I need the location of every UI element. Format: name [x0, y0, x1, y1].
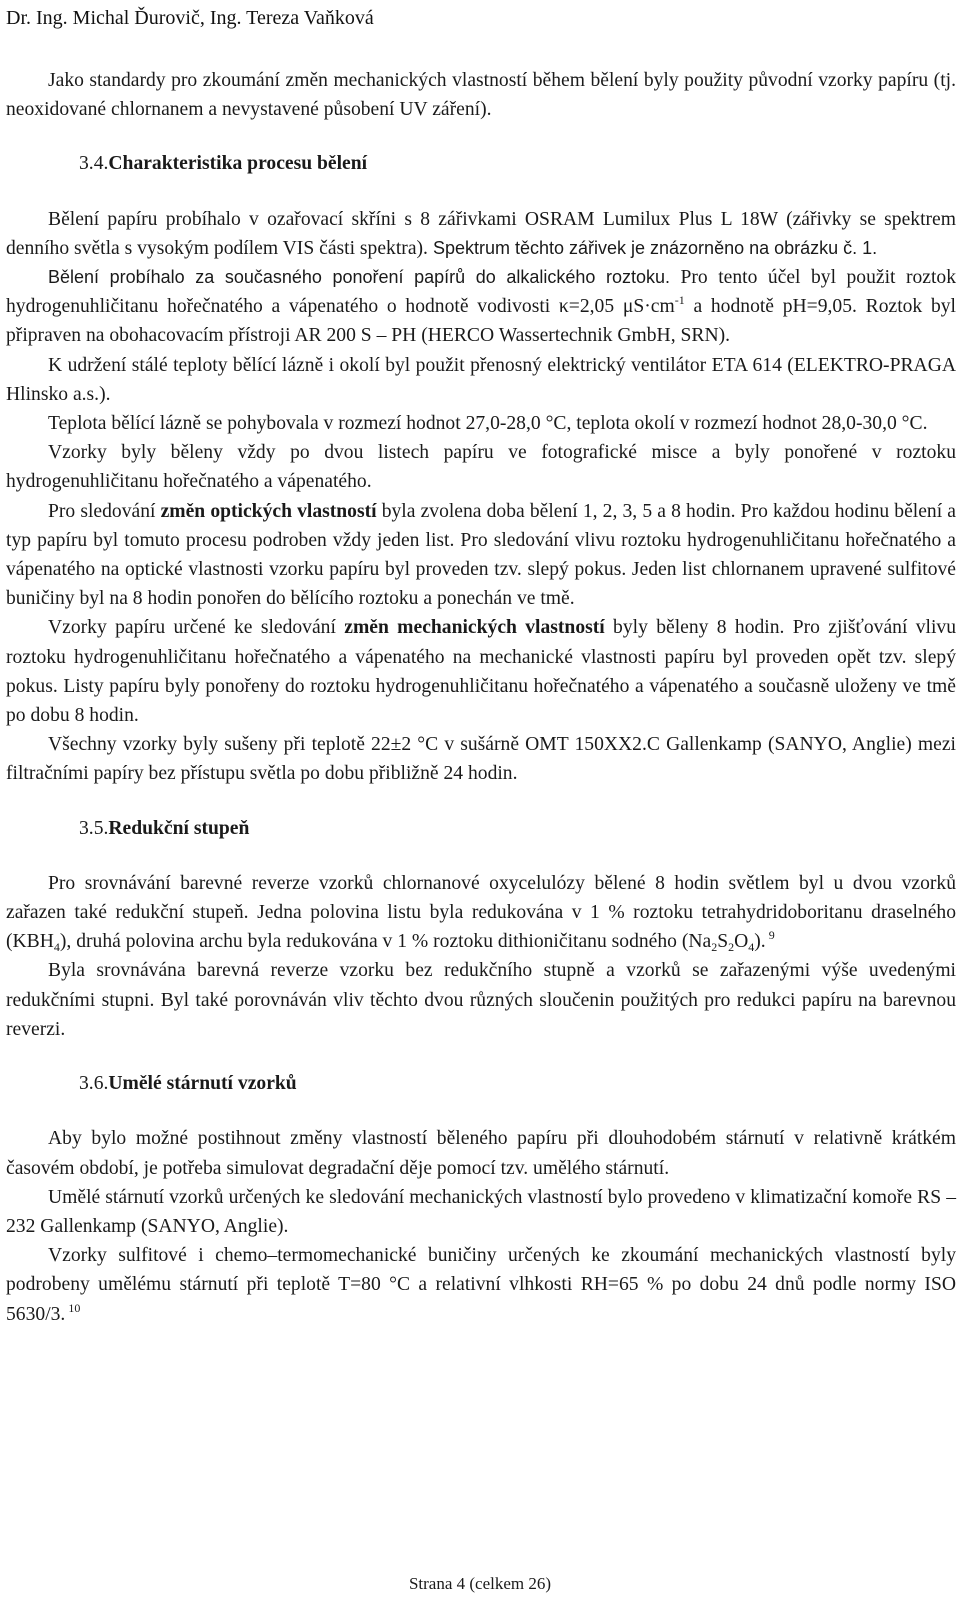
- subscript: 4: [748, 940, 755, 955]
- paragraph: Vzorky byly běleny vždy po dvou listech papíru ve fotografické misce a byly ponořené v roztoku hydrogenuhličitanu hořečnatého a vápenatého.: [6, 442, 956, 493]
- paragraph: K udržení stálé teploty bělící lázně i okolí byl použit přenosný elektrický ventilátor ETA 614 (ELEKTRO-PRAGA Hlinsko a.s.).: [6, 354, 956, 405]
- section-number: 3.4.: [79, 153, 109, 175]
- footnote-ref: 10: [65, 1300, 81, 1315]
- section-title: Charakteristika procesu bělení: [108, 153, 368, 175]
- subscript: 2: [728, 940, 735, 955]
- paragraph-text: ), druhá polovina archu byla redukována v 1 % roztoku dithioničitanu sodného (Na: [59, 931, 712, 953]
- section-number: 3.6.: [79, 1073, 109, 1095]
- subscript: 4: [53, 940, 60, 955]
- section-3-6-heading: [6, 1069, 956, 1098]
- paragraph-text: ).: [754, 931, 766, 953]
- paragraph: Umělé stárnutí vzorků určených ke sledování mechanických vlastností bylo provedeno v klimatizační komoře RS – 232 Gallenkamp (SANYO, Anglie).: [6, 1186, 956, 1237]
- paragraph-text: Pro tento účel byl použit roztok hydrogenuhličitanu hořečnatého a vápenatého o hodnotě vodivosti κ=2,05 μS·cm: [6, 267, 956, 318]
- footnote-ref: 9: [765, 928, 775, 943]
- paragraph-text: Pro srovnávání barevné reverze vzorků chlornanové oxycelulózy bělené 8 hodin světlem byl u dvou vzorků zařazen také redukční stupeň. Jedna polovina listu byla redukována v 1 % roztoku tetrahydridoboritanu draselného (KBH: [6, 872, 956, 953]
- page-header-authors: Dr. Ing. Michal Ďurovič, Ing. Tereza Vaňková: [6, 7, 374, 29]
- section-title: Redukční stupeň: [108, 817, 250, 839]
- document-body: [6, 66, 956, 1329]
- paragraph-text: S: [717, 931, 729, 953]
- paragraph-text: O: [734, 931, 749, 953]
- subscript: 2: [711, 940, 718, 955]
- paragraph-text: byla zvolena doba bělení 1, 2, 3, 5 a 8 hodin. Pro každou hodinu bělení a typ papíru byl tomuto procesu podroben vždy jeden list. Pro sledování vlivu roztoku hydrogenuhličitanu hořečnatého a vápenatého na optické vlastnosti vzorku papíru byl proveden tzv. slepý pokus. Jeden list chlornanem upravené sulfitové buničiny byl na 8 hodin ponořen do bělícího roztoku a ponechán ve tmě.: [6, 500, 957, 610]
- paragraph: Teplota bělící lázně se pohybovala v rozmezí hodnot 27,0-28,0 °C, teplota okolí v rozmezí hodnot 28,0-30,0 °C.: [48, 413, 928, 435]
- paragraph: [6, 613, 956, 730]
- paragraph: Všechny vzorky byly sušeny při teplotě 22±2 °C v sušárně OMT 150XX2.C Gallenkamp (SANYO, Anglie) mezi filtračními papíry bez přístupu světla po dobu přibližně 24 hodin.: [6, 734, 956, 785]
- paragraph-text: Bělení probíhalo za současného ponoření papírů do alkalického roztoku.: [48, 267, 671, 288]
- paragraph: [6, 1241, 956, 1329]
- paragraph-text: byly běleny 8 hodin. Pro zjišťování vlivu roztoku hydrogenuhličitanu hořečnatého a vápenatého na mechanické vlastnosti papíru byl proveden opět tzv. slepý pokus. Listy papíru byly ponořeny do roztoku hydrogenuhličitanu hořečnatého a vápenatého a současně uloženy ve tmě po dobu 8 hodin.: [6, 617, 957, 727]
- paragraph: [6, 497, 956, 614]
- paragraph: Aby bylo možné postihnout změny vlastností běleného papíru při dlouhodobém stárnutí v relativně krátkém časovém období, je potřeba simulovat degradační děje pomocí tzv. umělého stárnutí.: [6, 1128, 956, 1179]
- paragraph-text: a hodnotě pH=9,05. Roztok byl připraven na obohacovacím přístroji AR 200 S – PH (HERCO Wassertechnik GmbH, SRN).: [6, 296, 956, 347]
- section-number: 3.5.: [79, 817, 109, 839]
- paragraph: [6, 263, 956, 351]
- paragraph: Byla srovnávána barevná reverze vzorku bez redukčního stupně a vzorků se zařazenými výše uvedenými redukčními stupni. Byl také porovnáván vliv těchto dvou různých sloučenin použitých pro redukci papíru na barevnou reverzi.: [6, 960, 956, 1040]
- paragraph-text: Vzorky papíru určené ke sledování: [48, 617, 345, 639]
- paragraph-text: Spektrum těchto zářivek je znázorněno na obrázku č. 1.: [427, 237, 878, 258]
- bold-text: změn mechanických vlastností: [344, 617, 605, 639]
- paragraph: [6, 205, 956, 263]
- intro-paragraph: Jako standardy pro zkoumání změn mechanických vlastností během bělení byly použity původní vzorky papíru (tj. neoxidované chlornanem a nevystavené působení UV záření).: [6, 70, 956, 121]
- section-title: Umělé stárnutí vzorků: [108, 1073, 297, 1095]
- superscript: -1: [674, 293, 685, 308]
- paragraph: [6, 869, 956, 957]
- page-footer-number: Strana 4 (celkem 26): [408, 1574, 552, 1593]
- bold-text: změn optických vlastností: [160, 500, 377, 522]
- paragraph-text: Vzorky sulfitové i chemo–termomechanické buničiny určených ke zkoumání mechanických vlastností byly podrobeny umělému stárnutí při teplotě T=80 °C a relativní vlhkosti RH=65 % po dobu 24 dnů podle normy ISO 5630/3.: [6, 1245, 956, 1325]
- section-3-5-heading: [6, 814, 956, 843]
- paragraph-text: Bělení papíru probíhalo v ozařovací skříni s 8 zářivkami OSRAM Lumilux Plus L 18W (zářivky se spektrem denního světla s vysokým podílem VIS části spektra).: [6, 208, 956, 259]
- paragraph-text: Pro sledování: [48, 500, 161, 522]
- section-3-4-heading: [6, 149, 956, 178]
